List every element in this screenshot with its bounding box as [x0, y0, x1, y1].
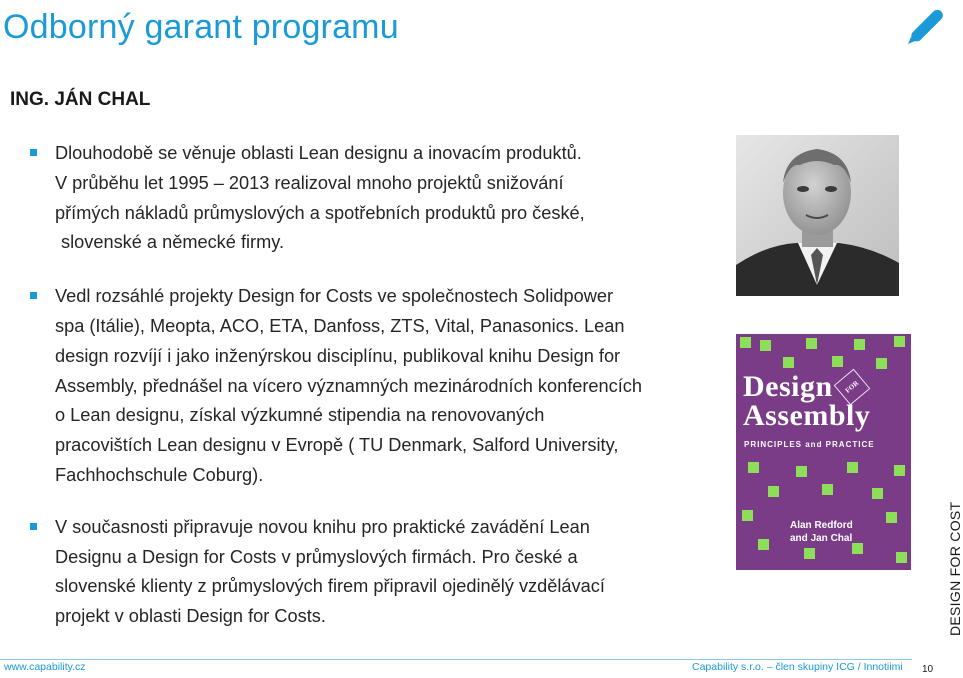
bullet-line: Dlouhodobě se věnuje oblasti Lean designu a inovacím produktů.: [55, 143, 582, 163]
bullet-line: přímých nákladů průmyslových a spotřebních produktů pro české,: [55, 202, 585, 223]
pen-icon: [904, 4, 948, 48]
bullet-square-icon: [30, 149, 37, 156]
page-number: 10: [922, 664, 934, 675]
bullet-square-icon: [30, 292, 37, 299]
side-label: DESIGN FOR COST: [947, 501, 963, 636]
portrait-photo: [736, 135, 899, 296]
bullet-line: Assembly, přednášel na vícero významných mezinárodních konferencích: [55, 375, 642, 396]
portrait-illustration: [736, 135, 899, 296]
book-author: [790, 533, 852, 544]
bullet-line: Fachhochschule Coburg).: [55, 464, 264, 485]
book-author-and: and: [790, 533, 808, 544]
book-title-line: Design: [743, 370, 833, 403]
bullet-line: Vedl rozsáhlé projekty Design for Costs ve společnostech Solidpower: [55, 286, 614, 307]
person-name: ING. JÁN CHAL: [10, 89, 151, 110]
bullet-line: slovenské klienty z průmyslových firem připravil ojedinělý vzdělávací: [55, 576, 605, 597]
bullet-line: Designu a Design for Costs v průmyslových firmách. Pro české a: [55, 546, 578, 567]
bullet-line: V průběhu let 1995 – 2013 realizoval mnoho projektů snižování: [55, 172, 564, 193]
footer-divider: [0, 659, 912, 660]
book-author: Alan Redford: [790, 520, 853, 531]
bullet-item: [30, 513, 720, 632]
book-author-second: Jan Chal: [810, 533, 853, 544]
bullet-line: o Lean designu, získal výzkumné stipendia na renovovaných: [55, 405, 545, 426]
bullet-line: pracovištích Lean designu v Evropě ( TU Denmark, Salford University,: [55, 435, 619, 456]
bullet-square-icon: [30, 523, 37, 530]
book-subtitle: PRINCIPLES and PRACTICE: [744, 440, 875, 449]
book-title-line: Assembly: [743, 399, 871, 432]
bullet-list: [30, 139, 720, 632]
bullet-line: projekt v oblasti Design for Costs.: [55, 606, 326, 627]
bullet-item: [30, 139, 720, 258]
bullet-line: slovenské a německé firmy.: [61, 232, 285, 253]
footer-company: Capability s.r.o. – člen skupiny ICG / Innotiimi: [692, 661, 903, 673]
bullet-line: V současnosti připravuje novou knihu pro praktické zavádění Lean: [55, 516, 590, 537]
bullet-item: [30, 282, 720, 491]
slide-title: Odborný garant programu: [3, 8, 399, 46]
website-link[interactable]: www.capability.cz: [4, 661, 86, 673]
book-cover: [736, 334, 911, 570]
bullet-line: design rozvíjí i jako inženýrskou disciplínu, publikoval knihu Design for: [55, 345, 621, 366]
book-for-badge: FOR: [834, 369, 871, 406]
bullet-line: spa (Itálie), Meopta, ACO, ETA, Danfoss, ZTS, Vital, Panasonics. Lean: [55, 315, 625, 336]
